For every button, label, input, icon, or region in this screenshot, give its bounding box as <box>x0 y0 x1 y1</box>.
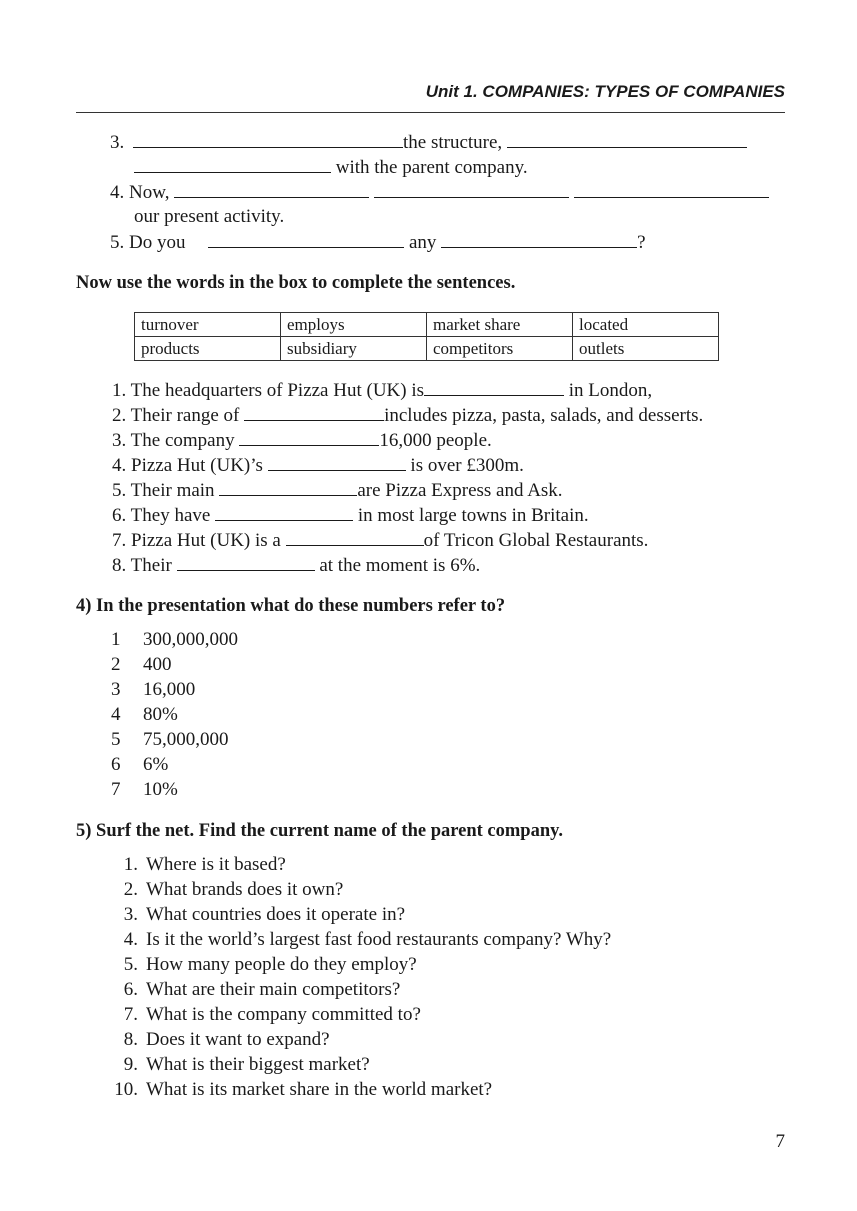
item-number: 2. <box>123 879 138 900</box>
box-exercise-instruction: Now use the words in the box to complete the sentences. <box>76 273 516 293</box>
word-box-row <box>135 337 719 361</box>
sentence-text: in London, <box>564 380 653 401</box>
sentence-4 <box>112 454 524 477</box>
item-text: our present activity. <box>134 206 285 227</box>
prev-item-4-cont <box>134 206 284 228</box>
sentence-text: The headquarters of Pizza Hut (UK) is <box>130 380 425 401</box>
sentence-7 <box>112 529 648 552</box>
sentence-3 <box>112 429 492 452</box>
sentence-text: Their <box>130 555 177 576</box>
word-cell: competitors <box>427 337 573 361</box>
sentence-text: in most large towns in Britain. <box>353 505 589 526</box>
number-value: 75,000,000 <box>143 729 229 750</box>
answer-blank[interactable] <box>134 156 331 173</box>
item-number: 1. <box>112 380 127 401</box>
sentence-text: is over £300m. <box>405 455 524 476</box>
answer-blank[interactable] <box>244 404 384 421</box>
sentence-2 <box>112 404 703 427</box>
item-number: 5. <box>123 954 138 975</box>
item-text: with the parent company. <box>335 157 528 178</box>
prev-item-4 <box>110 181 769 204</box>
number-value: 80% <box>143 704 178 725</box>
number-item <box>111 704 178 726</box>
item-text: any <box>408 232 437 253</box>
answer-blank[interactable] <box>268 454 406 471</box>
number-item <box>111 679 196 701</box>
question-text: What brands does it own? <box>146 879 344 900</box>
question-text: What is its market share in the world market? <box>146 1079 493 1100</box>
answer-blank[interactable] <box>133 131 403 148</box>
item-number: 7. <box>112 530 127 551</box>
number-value: 16,000 <box>143 679 196 700</box>
page-header-title: Unit 1. COMPANIES: TYPES OF COMPANIES <box>425 82 785 101</box>
sentence-text: The company <box>130 430 240 451</box>
number-value: 400 <box>143 654 172 675</box>
prev-item-3-cont <box>134 156 528 179</box>
number-item <box>111 779 178 801</box>
sentence-text: Pizza Hut (UK)’s <box>131 455 268 476</box>
word-cell: subsidiary <box>281 337 427 361</box>
question-text: What is their biggest market? <box>146 1054 370 1075</box>
item-text: the structure, <box>403 132 503 153</box>
sentence-8 <box>112 554 480 577</box>
item-text: Do you <box>129 232 186 253</box>
item-number: 3. <box>112 430 127 451</box>
question-text: What are their main competitors? <box>146 979 401 1000</box>
item-number: 8. <box>123 1029 138 1050</box>
number-value: 10% <box>143 779 178 800</box>
prev-item-3 <box>110 131 747 154</box>
item-text: Now, <box>129 182 170 203</box>
answer-blank[interactable] <box>208 231 404 248</box>
question-text: How many people do they employ? <box>146 954 417 975</box>
answer-blank[interactable] <box>507 131 747 148</box>
item-number: 7 <box>111 779 121 800</box>
item-number: 8. <box>112 555 127 576</box>
item-number: 4. <box>123 929 138 950</box>
item-number: 4 <box>111 704 121 725</box>
item-number: 6. <box>123 979 138 1000</box>
item-text: ? <box>637 232 646 253</box>
item-number: 5 <box>111 729 121 750</box>
sentence-text: Their range of <box>130 405 245 426</box>
item-number: 1. <box>123 854 138 875</box>
page-number: 7 <box>775 1131 785 1152</box>
item-number: 6. <box>112 505 127 526</box>
item-number: 6 <box>111 754 121 775</box>
sentence-text: of Tricon Global Restaurants. <box>423 530 649 551</box>
sentence-text: They have <box>130 505 216 526</box>
sentence-text: Pizza Hut (UK) is a <box>131 530 286 551</box>
item-number: 7. <box>123 1004 138 1025</box>
sentence-text: includes pizza, pasta, salads, and desserts. <box>384 405 704 426</box>
number-item <box>111 654 172 676</box>
word-cell: market share <box>427 313 573 337</box>
sentence-text: 16,000 people. <box>379 430 492 451</box>
item-number: 4. <box>112 455 127 476</box>
question-text: What is the company committed to? <box>146 1004 421 1025</box>
word-cell: products <box>135 337 281 361</box>
number-item <box>111 729 229 751</box>
numbers-exercise-heading: 4) In the presentation what do these numbers refer to? <box>76 596 506 616</box>
word-box-row <box>135 313 719 337</box>
prev-item-5 <box>110 231 646 254</box>
item-number: 3. <box>110 132 125 153</box>
item-number: 1 <box>111 629 121 650</box>
answer-blank[interactable] <box>177 554 315 571</box>
number-value: 300,000,000 <box>143 629 238 650</box>
word-cell: outlets <box>573 337 719 361</box>
sentence-1 <box>112 379 652 402</box>
sentence-text: at the moment is 6%. <box>314 555 481 576</box>
item-number: 5. <box>110 232 125 253</box>
item-number: 2. <box>112 405 127 426</box>
surf-exercise-heading: 5) Surf the net. Find the current name of the parent company. <box>76 821 563 841</box>
answer-blank[interactable] <box>219 479 357 496</box>
word-box <box>134 312 719 361</box>
item-number: 3 <box>111 679 121 700</box>
answer-blank[interactable] <box>374 181 569 198</box>
item-number: 3. <box>123 904 138 925</box>
answer-blank[interactable] <box>286 529 424 546</box>
item-number: 9. <box>123 1054 138 1075</box>
item-number: 10. <box>114 1079 138 1100</box>
answer-blank[interactable] <box>441 231 637 248</box>
sentence-6 <box>112 504 589 527</box>
sentence-5 <box>112 479 563 502</box>
answer-blank[interactable] <box>174 181 369 198</box>
header-divider <box>76 112 785 113</box>
answer-blank[interactable] <box>215 504 353 521</box>
word-cell: located <box>573 313 719 337</box>
number-item <box>111 754 169 776</box>
number-item <box>111 629 238 651</box>
question-text: Does it want to expand? <box>146 1029 330 1050</box>
question-text: Where is it based? <box>146 854 286 875</box>
word-cell: employs <box>281 313 427 337</box>
answer-blank[interactable] <box>239 429 379 446</box>
item-number: 2 <box>111 654 121 675</box>
item-number: 4. <box>110 182 125 203</box>
number-value: 6% <box>143 754 169 775</box>
question-text: What countries does it operate in? <box>146 904 406 925</box>
item-number: 5. <box>112 480 127 501</box>
answer-blank[interactable] <box>424 379 564 396</box>
sentence-text: Their main <box>130 480 220 501</box>
word-cell: turnover <box>135 313 281 337</box>
sentence-text: are Pizza Express and Ask. <box>357 480 563 501</box>
answer-blank[interactable] <box>574 181 769 198</box>
question-text: Is it the world’s largest fast food restaurants company? Why? <box>146 929 612 950</box>
